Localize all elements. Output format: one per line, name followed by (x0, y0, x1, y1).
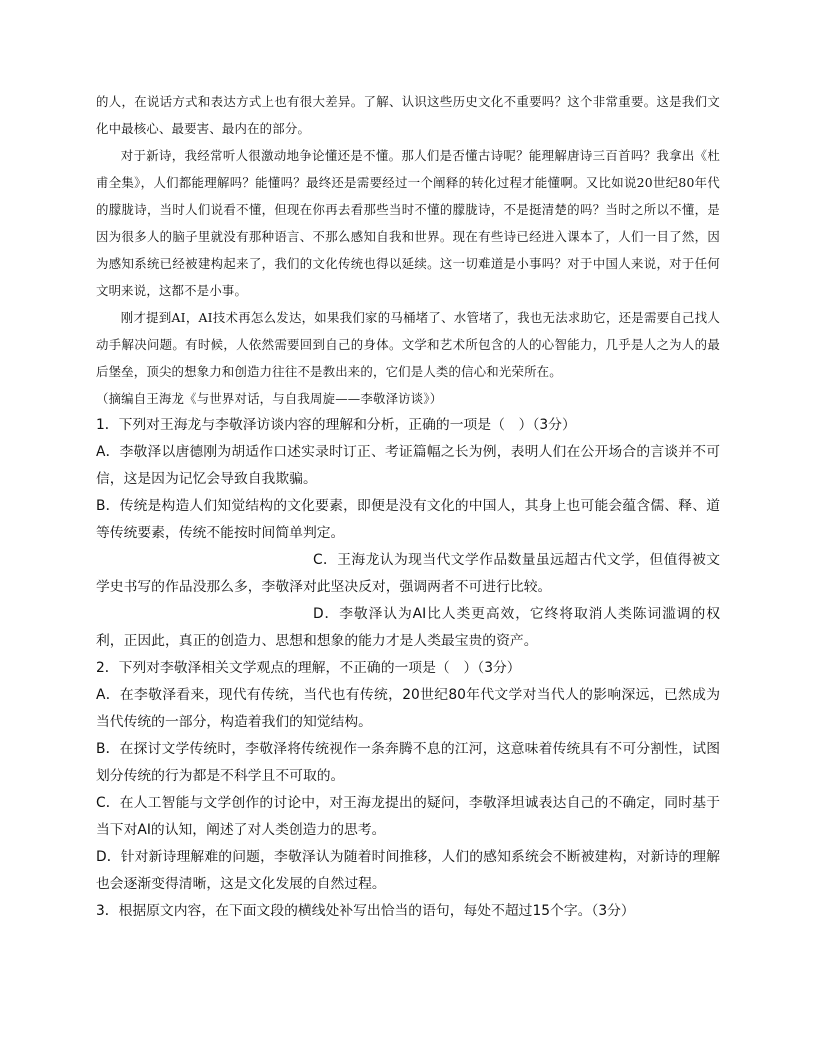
question-1-option-d: D．李敬泽认为AI比人类更高效，它终将取消人类陈词滥调的权利，正因此，真正的创造力、思想和想象的能力才是人类最宝贵的资产。 (96, 606, 720, 649)
question-2-option-a: A．在李敬泽看来，现代有传统，当代也有传统，20世纪80年代文学对当代人的影响深远，已然成为当代传统的一部分，构造着我们的知觉结构。 (96, 687, 720, 730)
passage-paragraph-1: 的人，在说话方式和表达方式上也有很大差异。了解、认识这些历史文化不重要吗？这个非常重要。这是我们文化中最核心、最要害、最内在的部分。 (96, 94, 720, 136)
question-2-option-c: C．在人工智能与文学创作的讨论中，对王海龙提出的疑问，李敬泽坦诚表达自己的不确定，同时基于当下对AI的认知，阐述了对人类创造力的思考。 (96, 795, 720, 838)
question-1-title: 1．下列对王海龙与李敬泽访谈内容的理解和分析，正确的一项是（ ）（3分） (96, 417, 576, 433)
question-2-title: 2．下列对李敬泽相关文学观点的理解，不正确的一项是（ ）（3分） (96, 660, 521, 676)
passage-paragraph-2: 对于新诗，我经常听人很激动地争论懂还是不懂。那人们是否懂古诗呢？能理解唐诗三百首吗？我拿出《杜甫全集》，人们都能理解吗？能懂吗？最终还是需要经过一个阐释的转化过程才能懂啊。又比如说20世纪80年代的朦胧诗，当时人们说看不懂，但现在你再去看那些当时不懂的朦胧诗，不是挺清楚的吗？当时之所以不懂，是因为很多人的脑子里就没有那种语言、不那么感知自我和世界。现在有些诗已经进入课本了，人们一目了然，因为感知系统已经被建构起来了，我们的文化传统也得以延续。这一切难道是小事吗？对于中国人来说，对于任何文明来说，这都不是小事。 (96, 148, 720, 298)
passage-paragraph-3: 刚才提到AI，AI技术再怎么发达，如果我们家的马桶堵了、水管堵了，我也无法求助它，还是需要自己找人动手解决问题。有时候，人依然需要回到自己的身体。文学和艺术所包含的人的心智能力，几乎是人之为人的最后堡垒，顶尖的想象力和创造力往往不是教出来的，它们是人类的信心和光荣所在。 (96, 310, 720, 379)
question-1-option-b: B．传统是构造人们知觉结构的文化要素，即便是没有文化的中国人，其身上也可能会蕴含儒、释、道等传统要素，传统不能按时间简单判定。 (96, 498, 720, 541)
question-1 (96, 412, 720, 655)
question-2-option-d: D．针对新诗理解难的问题，李敬泽认为随着时间推移，人们的感知系统会不断被建构，对新诗的理解也会逐渐变得清晰，这是文化发展的自然过程。 (96, 849, 720, 892)
question-2-option-b: B．在探讨文学传统时，李敬泽将传统视作一条奔腾不息的江河，这意味着传统具有不可分割性，试图划分传统的行为都是不科学且不可取的。 (96, 741, 720, 784)
question-1-option-c: C．王海龙认为现当代文学作品数量虽远超古代文学，但值得被文学史书写的作品没那么多，李敬泽对此坚决反对，强调两者不可进行比较。 (96, 552, 720, 595)
question-list (96, 412, 720, 925)
passage-source: （摘编自王海龙《与世界对话，与自我周旋——李敬泽访谈》） (96, 391, 443, 406)
question-3 (96, 898, 720, 925)
question-3-title: 3．根据原文内容，在下面文段的横线处补写出恰当的语句，每处不超过15个字。（3分） (96, 903, 635, 919)
reading-passage (96, 88, 720, 412)
exam-page (96, 88, 720, 925)
question-1-option-a: A．李敬泽以唐德刚为胡适作口述实录时订正、考证篇幅之长为例，表明人们在公开场合的言谈并不可信，这是因为记忆会导致自我欺骗。 (96, 444, 720, 487)
question-2 (96, 655, 720, 898)
